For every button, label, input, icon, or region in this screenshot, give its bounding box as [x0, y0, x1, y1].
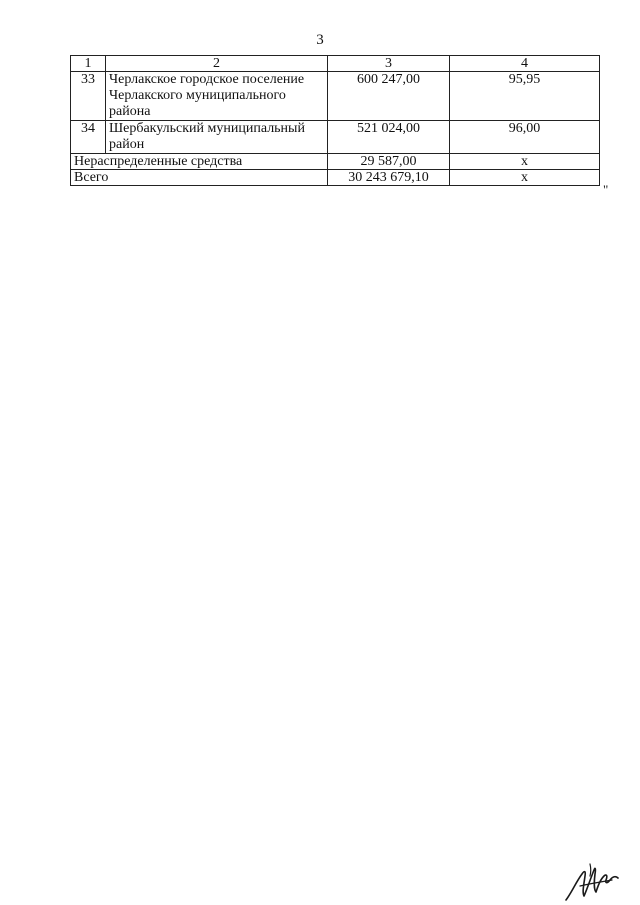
total-row	[71, 170, 600, 186]
unallocated-row	[71, 154, 600, 170]
row-number: 33	[71, 72, 106, 121]
row-amount: 600 247,00	[328, 72, 450, 121]
row-number: 34	[71, 121, 106, 154]
row-percent: 95,95	[450, 72, 600, 121]
row-percent: 96,00	[450, 121, 600, 154]
unallocated-mark: х	[450, 154, 600, 170]
handwritten-signature-icon	[560, 856, 624, 904]
column-header-4: 4	[450, 56, 600, 72]
row-name: Шербакульский муниципальный район	[106, 121, 328, 154]
table-row	[71, 72, 600, 121]
table-row	[71, 121, 600, 154]
column-header-2: 2	[106, 56, 328, 72]
total-label: Всего	[71, 170, 328, 186]
table-header-row	[71, 56, 600, 72]
closing-quote: "	[603, 182, 609, 197]
column-header-3: 3	[328, 56, 450, 72]
row-amount: 521 024,00	[328, 121, 450, 154]
total-mark: х	[450, 170, 600, 186]
column-header-1: 1	[71, 56, 106, 72]
unallocated-label: Нераспределенные средства	[71, 154, 328, 170]
total-amount: 30 243 679,10	[328, 170, 450, 186]
row-name: Черлакское городское поселение Черлакского муниципального района	[106, 72, 328, 121]
allocation-table	[70, 55, 600, 186]
unallocated-amount: 29 587,00	[328, 154, 450, 170]
page-number: 3	[316, 32, 324, 48]
